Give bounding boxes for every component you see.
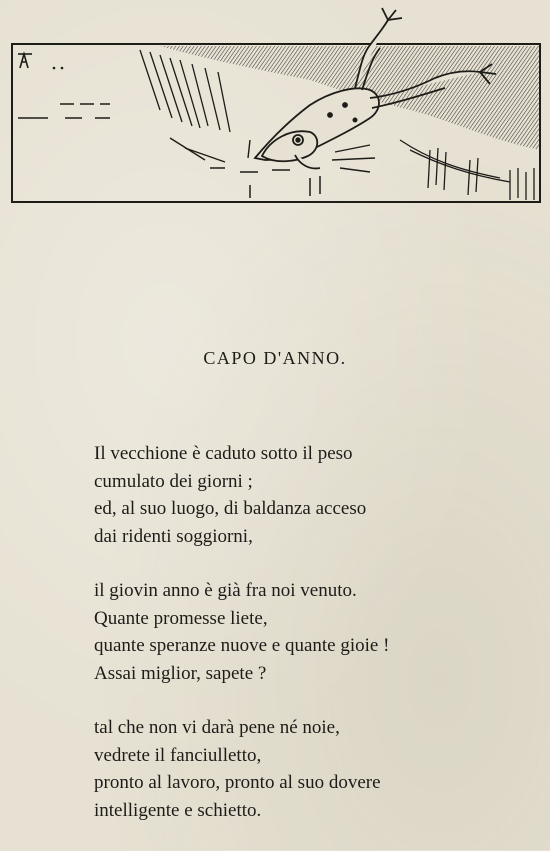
poem-line: Assai miglior, sapete ? xyxy=(94,662,267,684)
poem-line: cumulato dei giorni ; xyxy=(94,470,253,492)
stanza xyxy=(94,714,534,824)
poem-line: intelligente e schietto. xyxy=(94,799,262,821)
poem-line: pronto al lavoro, pronto al suo dovere xyxy=(94,772,381,793)
frog-illustration xyxy=(10,0,546,210)
monogram-icon xyxy=(18,54,32,68)
poem-line: tal che non vi darà pene né noie, xyxy=(94,717,340,738)
poem-line: dai ridenti soggiorni, xyxy=(94,525,253,547)
poem-body xyxy=(94,440,534,851)
poem-line: vedrete il fanciulletto, xyxy=(94,744,262,766)
poem-line: Il vecchione è caduto sotto il peso xyxy=(94,443,353,464)
poem-line: quante speranze nuove e quante gioie ! xyxy=(94,635,390,656)
poem-line: Quante promesse liete, xyxy=(94,607,268,629)
poem-line: ed, al suo luogo, di baldanza acceso xyxy=(94,498,367,519)
stanza xyxy=(94,440,534,550)
stanza xyxy=(94,577,534,687)
poem-title: CAPO D'ANNO. xyxy=(203,348,347,368)
poem-line: il giovin anno è già fra noi venuto. xyxy=(94,580,357,601)
